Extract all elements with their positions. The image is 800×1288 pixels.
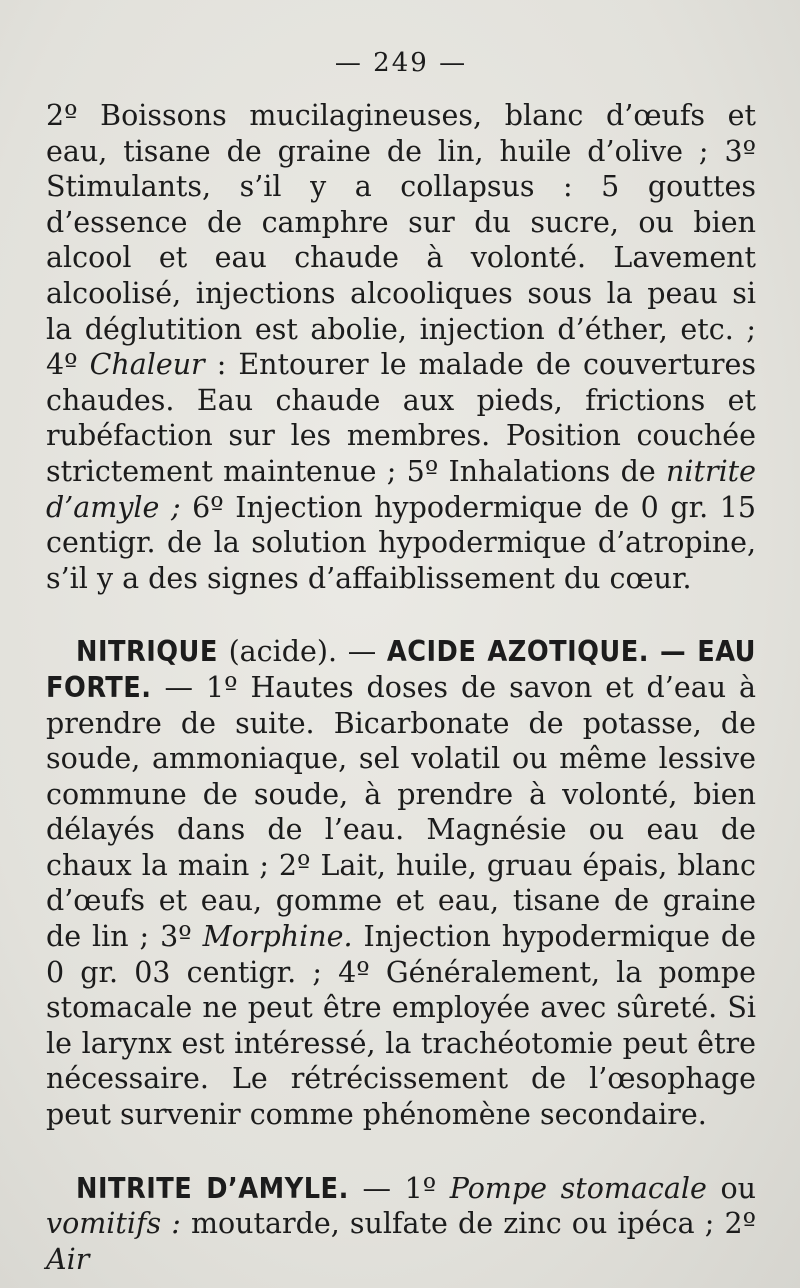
entry-heading-suffix: (acide). — [217, 635, 387, 669]
entry-subheading: ACIDE AZOTIQUE. — EAU FORTE. [46, 635, 756, 704]
paragraph-text: Injection hypodermique de 0 gr. 03 centigr. ; 4º Généralement, la pompe stomacale ne peut être employée avec sûreté. Si le larynx est intéressé, la trachéotomie peut être nécessaire. Le rétrécissement de l’œsophage peut survenir comme phénomène secondaire. [46, 920, 756, 1132]
paragraph-text: — 1º [348, 1171, 450, 1205]
entry-heading: NITRIQUE [76, 635, 218, 669]
italic-term: Morphine. [202, 920, 353, 954]
continued-paragraph [46, 98, 756, 596]
italic-term: Chaleur [89, 348, 205, 382]
paragraph-text: ou [706, 1171, 756, 1205]
italic-term: nitrite d’amyle ; [46, 454, 756, 524]
italic-term: vomitifs : [46, 1207, 181, 1241]
page-number: — 249 — [334, 48, 468, 78]
italic-term: Pompe stomacale [449, 1171, 707, 1205]
entry-nitrite-amyle [46, 1171, 756, 1278]
entry-nitrique [46, 634, 756, 1132]
italic-term: Air [46, 1242, 90, 1276]
paragraph-text: 6º Injection hypodermique de 0 gr. 15 centigr. de la solution hypodermique d’atropine, s’il y a des signes d’affaiblissement du cœur. [46, 490, 756, 595]
paragraph-text: : Entourer le malade de couvertures chaudes. Eau chaude aux pieds, frictions et rubéfaction sur les membres. Position couchée strictement maintenue ; 5º Inhalations de [46, 348, 756, 488]
paragraph-text: 2º Boissons mucilagineuses, blanc d’œufs et eau, tisane de graine de lin, huile d’olive ; 3º Stimulants, s’il y a collapsus : 5 gouttes d’essence de camphre sur du sucre, ou bien alcool et eau chaude à volonté. Lavement alcoolisé, injections alcooliques sous la peau si la déglutition est abolie, injection d’éther, etc. ; 4º [46, 99, 756, 382]
paragraph-text: moutarde, sulfate de zinc ou ipéca ; 2º [180, 1207, 756, 1241]
entry-heading: NITRITE D’AMYLE. [76, 1171, 349, 1205]
paragraph-text: — 1º Hautes doses de savon et d’eau à prendre de suite. Bicarbonate de potasse, de soude, ammoniaque, sel volatil ou même lessive commune de soude, à prendre à volonté, bien délayés dans de l’eau. Magnésie ou eau de chaux la main ; 2º Lait, huile, gruau épais, blanc d’œufs et eau, gomme et eau, tisane de graine de lin ; 3º [46, 670, 756, 954]
